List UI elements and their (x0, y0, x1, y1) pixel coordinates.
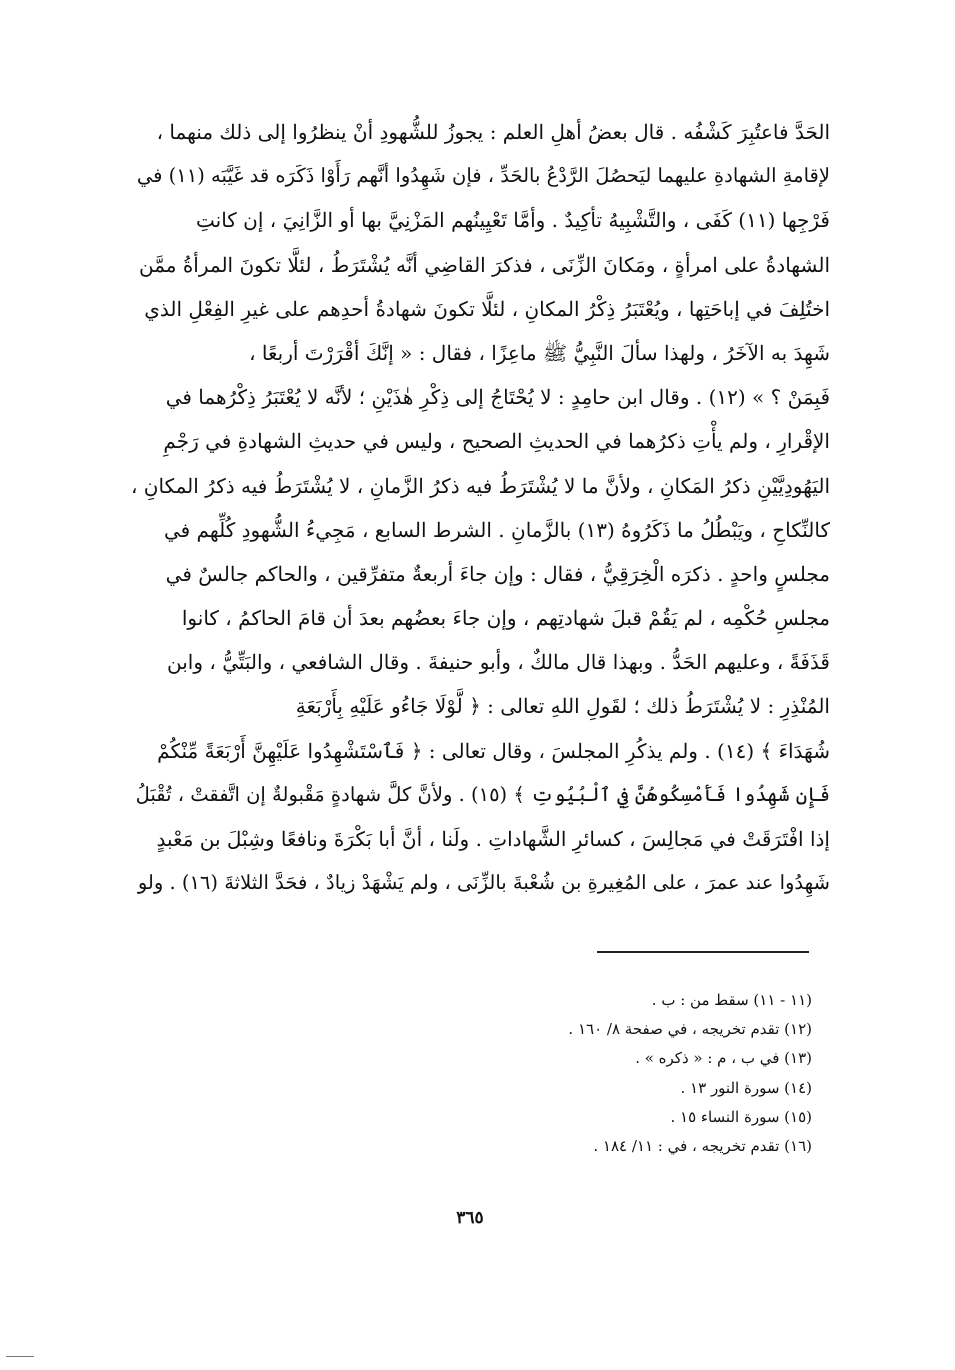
page-number: ٣٦٥ (456, 1208, 484, 1228)
body-line: مجلسِ حُكْمِه ، لم يَقُمْ قبلَ شهادتِهم ، وإن جاءَ بعضُهم بعدَ أن قامَ الحاكمُ ، كانوا (181, 606, 830, 631)
body-line: شَهِدُوا عند عمرَ ، على المُغِيرةِ بن شُعْبةَ بالزِّنَى ، ولم يَشْهَدْ زيادٌ ، فحَدَّ الثلاثةَ (١٦) . ولو (137, 871, 830, 895)
footnote: (١٦) تقدم تخريجه ، في : ١١/ ١٨٤ . (593, 1136, 812, 1155)
body-line: لإقامةِ الشهادةِ عليهما ليَحصُلَ الرَّدْعُ بالحَدِّ ، فإن شَهِدُوا أنَّهم رَأَوْا ذَكَرَه قد غَيَّبَه (١١) في (136, 164, 830, 188)
body-line: الإقْرارِ ، ولم يأْتِ ذكرُهما في الحديثِ الصحيح ، وليس في حديثِ الشهادةِ في رَجْمِ (163, 429, 830, 454)
body-line: شَهِدَ به الآخَرُ ، ولهذا سألَ النَّبِيُّ ﷺ ماعِزًا ، فقال : « إنَّكَ أقْرَرْتَ أربعًا ، (249, 340, 830, 365)
body-line: مجلسٍ واحدٍ . ذكرَه الْخِرَقِيُّ ، فقال : وإن جاءَ أربعةٌ متفرِّقين ، والحاكم جالسٌ في (165, 561, 830, 586)
body-line: كالنِّكاحِ ، ويَبْطُلُ ما ذَكَرُوهُ (١٣) بالزَّمانِ . الشرط السابع ، مَجِيءُ الشُّهودِ كُلِّهم في (163, 517, 830, 542)
scan-edge-mark (6, 1356, 34, 1357)
body-line: فَبِمَنْ ؟ » (١٢) . وقال ابن حامِدٍ : لا يُحْتَاجُ إلى ذِكْرِ هٰذَيْنِ ؛ لأنَّه لا يُعْتَبَرُ ذِكْرُهما في (165, 385, 830, 410)
body-line: الشهادةُ على امرأةٍ ، ومَكانَ الزِّنَى ، فذكرَ القاضِي أنَّه يُشْتَرَطُ ، لئلَّا تكونَ المرأةُ ممَّن (138, 252, 830, 277)
footnote: (١٣) في ب ، م : « ذكره » . (635, 1049, 812, 1068)
body-line: فَإِن شَهِدُوا فَأَمْسِكُوهُنَّ فِي ٱلْبُيُوتِ ﴾ (١٥) . ولأنَّ كلَّ شهادةٍ مَقْبولةٌ إن اتَّفقتْ ، تُقْبَلُ (135, 782, 830, 806)
body-line: شُهَدَاءَ ﴾ (١٤) . ولم يذكُرِ المجلسَ ، وقال تعالى : ﴿ فَٱسْتَشْهِدُوا عَلَيْهِنَّ أَرْبَعَةً مِّنْكُمْ (157, 738, 830, 763)
footnotes-block (420, 986, 812, 1161)
footnote: (١٢) تقدم تخريجه ، في صفحة ٨/ ١٦٠ . (568, 1020, 812, 1039)
footnote: (١٤) سورة النور ١٣ . (680, 1078, 812, 1097)
body-line: قَذَفَةً ، وعليهم الحَدُّ . وبهذا قال مالكٌ ، وأبو حنيفةَ . وقال الشافعي ، والبَتِّيُّ ، وابن (167, 650, 830, 675)
main-text-block (130, 110, 830, 905)
body-line: الحَدَّ فاعتُبِرَ كَشْفُه . قال بعضُ أهلِ العلم : يجوزُ للشُّهودِ أنْ ينظرُوا إلى ذلك منهما ، (156, 120, 830, 144)
body-line: اليَهُودِيَّيْنِ ذكرُ المَكانِ ، ولأنَّ ما لا يُشْتَرَطُ فيه ذكرُ الزَّمانِ ، لا يُشْتَرَطُ فيه ذكرُ المكانِ ، (130, 473, 830, 498)
body-line: المُنْذِرِ : لا يُشْتَرَطُ ذلك ؛ لقَولِ اللهِ تعالى : ﴿ لَّوْلَا جَاءُو عَلَيْهِ بِأَرْبَعَةِ (295, 694, 830, 719)
footnote-separator (597, 951, 809, 953)
body-line: اختُلِفَ في إباحَتِها ، ويُعْتَبَرُ ذِكْرُ المكانِ ، لئلَّا تكونَ شهادةُ أحدِهم على غيرِ الفِعْلِ الذي (144, 296, 830, 321)
body-line: فَرْجِها (١١) كَفَى ، والتَّشْبِيهُ تأكِيدٌ . وأمَّا تَعْيِينُهم المَزْنِيَّ بها أو الزَّانِيَ ، إن كانتِ (196, 208, 830, 233)
body-line: إذا افْتَرَقَتْ في مَجالِسَ ، كسائرِ الشَّهاداتِ . ولَنا ، أنَّ أبا بَكْرَةَ ونافعًا وشِبْلَ بن مَعْبدٍ (156, 827, 830, 851)
footnote: (١٥) سورة النساء ١٥ . (670, 1107, 812, 1126)
footnote: (١١ - ١١) سقط من : ب . (651, 991, 812, 1009)
